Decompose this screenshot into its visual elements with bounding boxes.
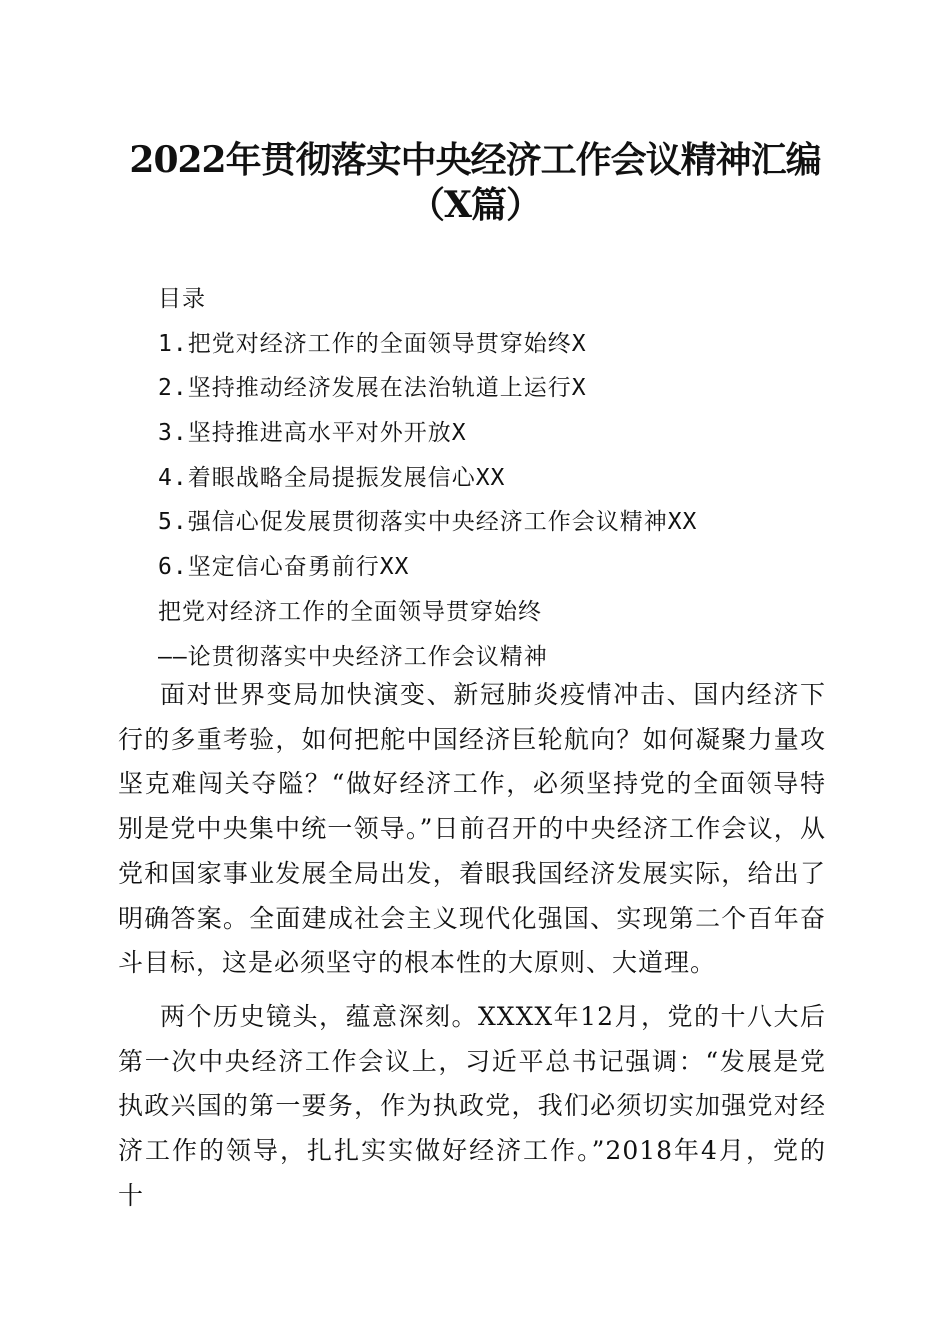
toc-item: 6.坚定信心奋勇前行XX <box>158 554 410 581</box>
article-title: 把党对经济工作的全面领导贯穿始终 <box>158 598 542 625</box>
toc-item: 3.坚持推进高水平对外开放X <box>158 420 467 447</box>
article-subtitle: ——论贯彻落实中央经济工作会议精神 <box>158 643 548 670</box>
toc-item: 2.坚持推动经济发展在法治轨道上运行X <box>158 375 587 402</box>
document-title-count: （X篇） <box>409 184 541 226</box>
table-of-contents <box>158 277 848 679</box>
toc-item: 4.着眼战略全局提振发展信心XX <box>158 464 506 491</box>
toc-item: 1.把党对经济工作的全面领导贯穿始终X <box>158 330 587 357</box>
body-paragraph: 面对世界变局加快演变、新冠肺炎疫情冲击、国内经济下行的多重考验，如何把舵中国经济巨轮航向？如何凝聚力量攻坚克难闯关夺隘？“做好经济工作，必须坚持党的全面领导特别是党中央集中统一领导。”日前召开的中央经济工作会议，从党和国家事业发展全局出发，着眼我国经济发展实际，给出了明确答案。全面建成社会主义现代化强国、实现第二个百年奋斗目标，这是必须坚守的根本性的大原则、大道理。 <box>118 680 826 978</box>
toc-item: 5.强信心促发展贯彻落实中央经济工作会议精神XX <box>158 509 698 536</box>
toc-heading: 目录 <box>158 286 206 312</box>
body-paragraph: 两个历史镜头，蕴意深刻。XXXX年12月，党的十八大后第一次中央经济工作会议上，习近平总书记强调：“发展是党执政兴国的第一要务，作为执政党，我们必须切实加强党对经济工作的领导，扎扎实实做好经济工作。”2018年4月，党的十 <box>118 1002 826 1210</box>
document-title: 2022年贯彻落实中央经济工作会议精神汇编 <box>129 139 821 181</box>
